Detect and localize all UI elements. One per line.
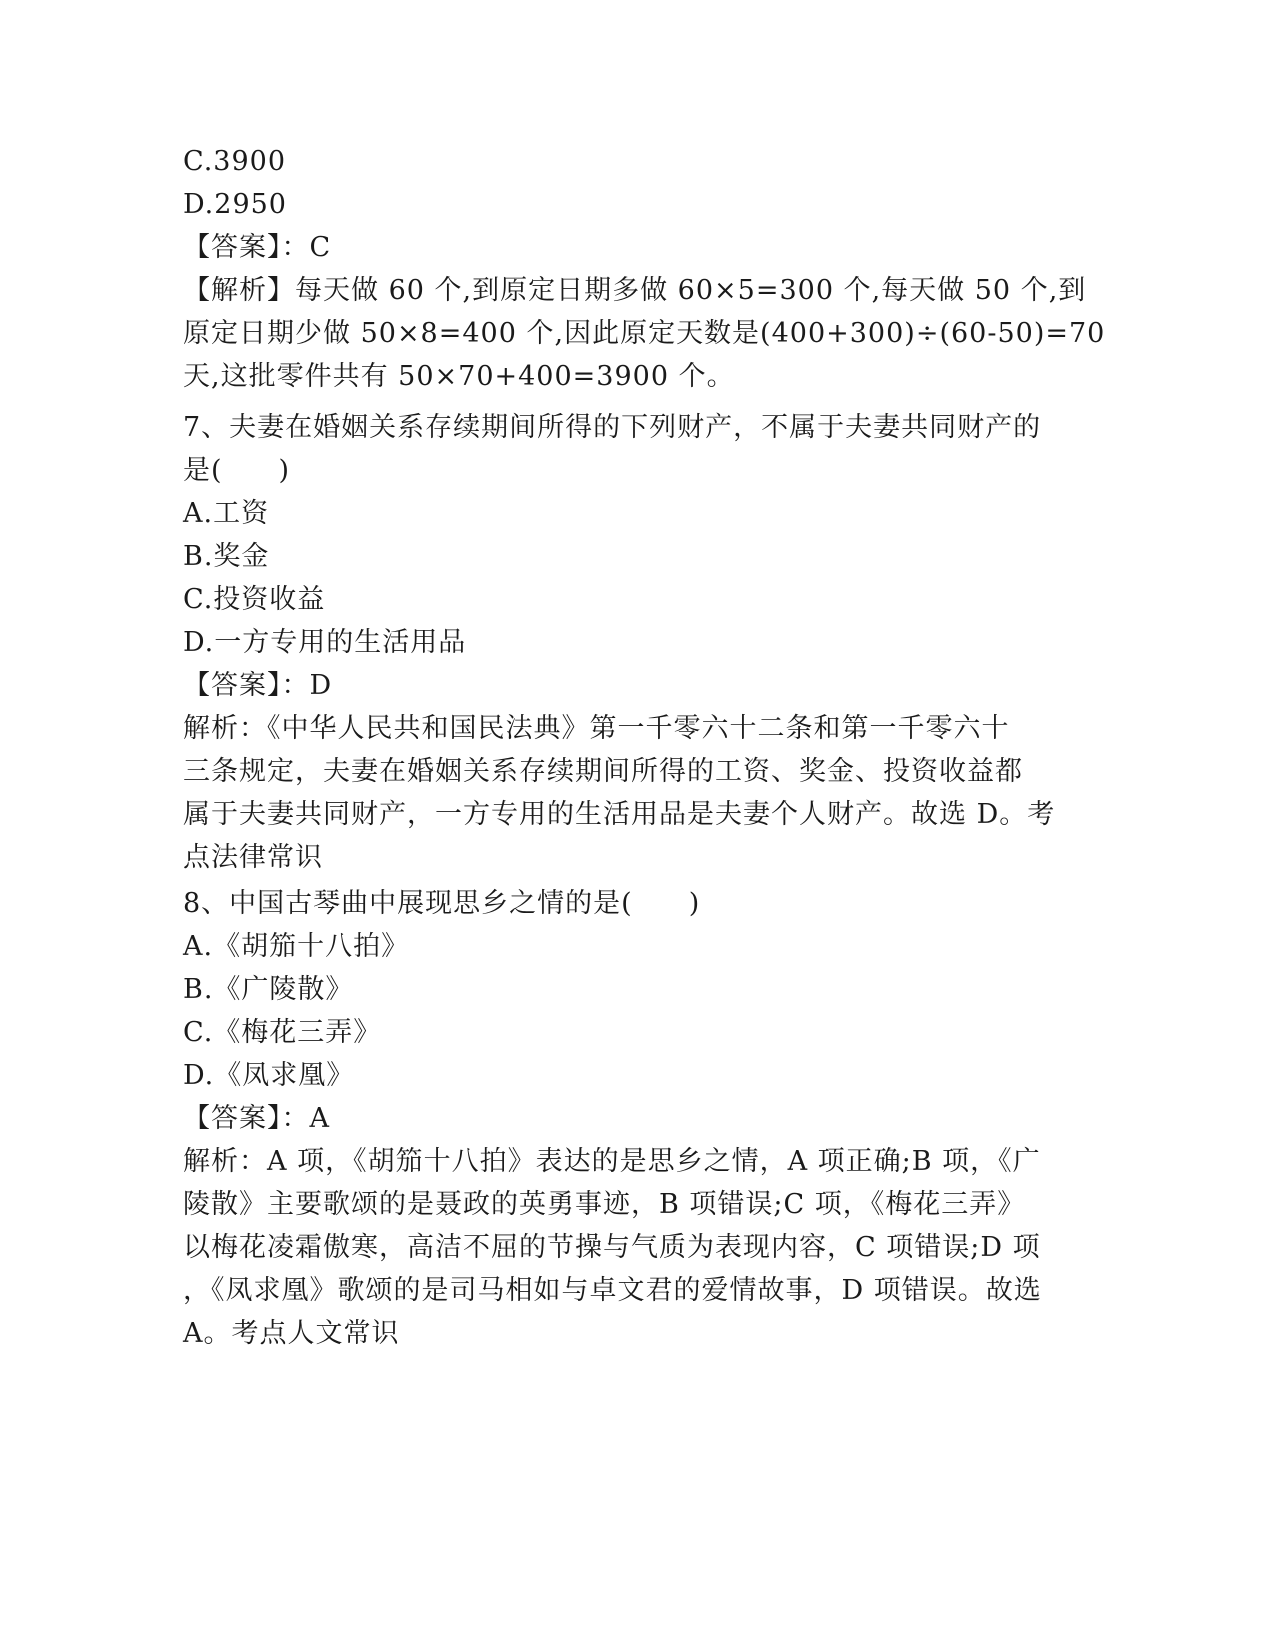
question-stem: 8、中国古琴曲中展现思乡之情的是( ) [183, 888, 701, 919]
analysis-line: 天,这批零件共有 50×70+400=3900 个。 [183, 361, 735, 392]
answer-line: 【答案】：C [183, 232, 332, 263]
analysis-line: 解析：A 项，《胡笳十八拍》表达的是思乡之情，A 项正确;B 项，《广 [183, 1146, 1041, 1177]
analysis-line: 解析：《中华人民共和国民法典》第一千零六十二条和第一千零六十 [183, 713, 1010, 744]
option-d: D.一方专用的生活用品 [183, 627, 467, 658]
analysis-line: 【解析】每天做 60 个,到原定日期多做 60×5=300 个,每天做 50 个,到 [183, 275, 1087, 306]
option-b: B.《广陵散》 [183, 974, 354, 1005]
question-6-tail [183, 140, 1106, 398]
analysis-line: 属于夫妻共同财产，一方专用的生活用品是夫妻个人财产。故选 D。考 [183, 799, 1056, 830]
answer-line: 【答案】：A [183, 1103, 330, 1134]
option-d: D.《凤求凰》 [183, 1060, 355, 1091]
question-stem: 是( ) [183, 455, 291, 486]
option-a: A.工资 [183, 498, 270, 529]
analysis-line: 点法律常识 [183, 842, 323, 873]
question-7 [183, 406, 1063, 879]
option-c: C.投资收益 [183, 584, 326, 615]
analysis-line: A。考点人文常识 [183, 1318, 400, 1349]
answer-line: 【答案】：D [183, 670, 333, 701]
analysis-line: 以梅花凌霜傲寒，高洁不屈的节操与气质为表现内容，C 项错误;D 项 [183, 1232, 1041, 1263]
option-c: C.3900 [183, 146, 286, 177]
analysis-line: 原定日期少做 50×8=400 个,因此原定天数是(400+300)÷(60-50)=70 [183, 318, 1106, 349]
option-b: B.奖金 [183, 541, 270, 572]
question-8 [183, 882, 1063, 1355]
option-d: D.2950 [183, 189, 287, 220]
option-c: C.《梅花三弄》 [183, 1017, 382, 1048]
analysis-line: ，《凤求凰》歌颂的是司马相如与卓文君的爱情故事，D 项错误。故选 [183, 1275, 1042, 1306]
question-stem: 7、夫妻在婚姻关系存续期间所得的下列财产，不属于夫妻共同财产的 [183, 412, 1042, 443]
analysis-line: 陵散》主要歌颂的是聂政的英勇事迹，B 项错误;C 项，《梅花三弄》 [183, 1189, 1026, 1220]
analysis-line: 三条规定，夫妻在婚姻关系存续期间所得的工资、奖金、投资收益都 [183, 756, 1023, 787]
option-a: A.《胡笳十八拍》 [183, 931, 410, 962]
